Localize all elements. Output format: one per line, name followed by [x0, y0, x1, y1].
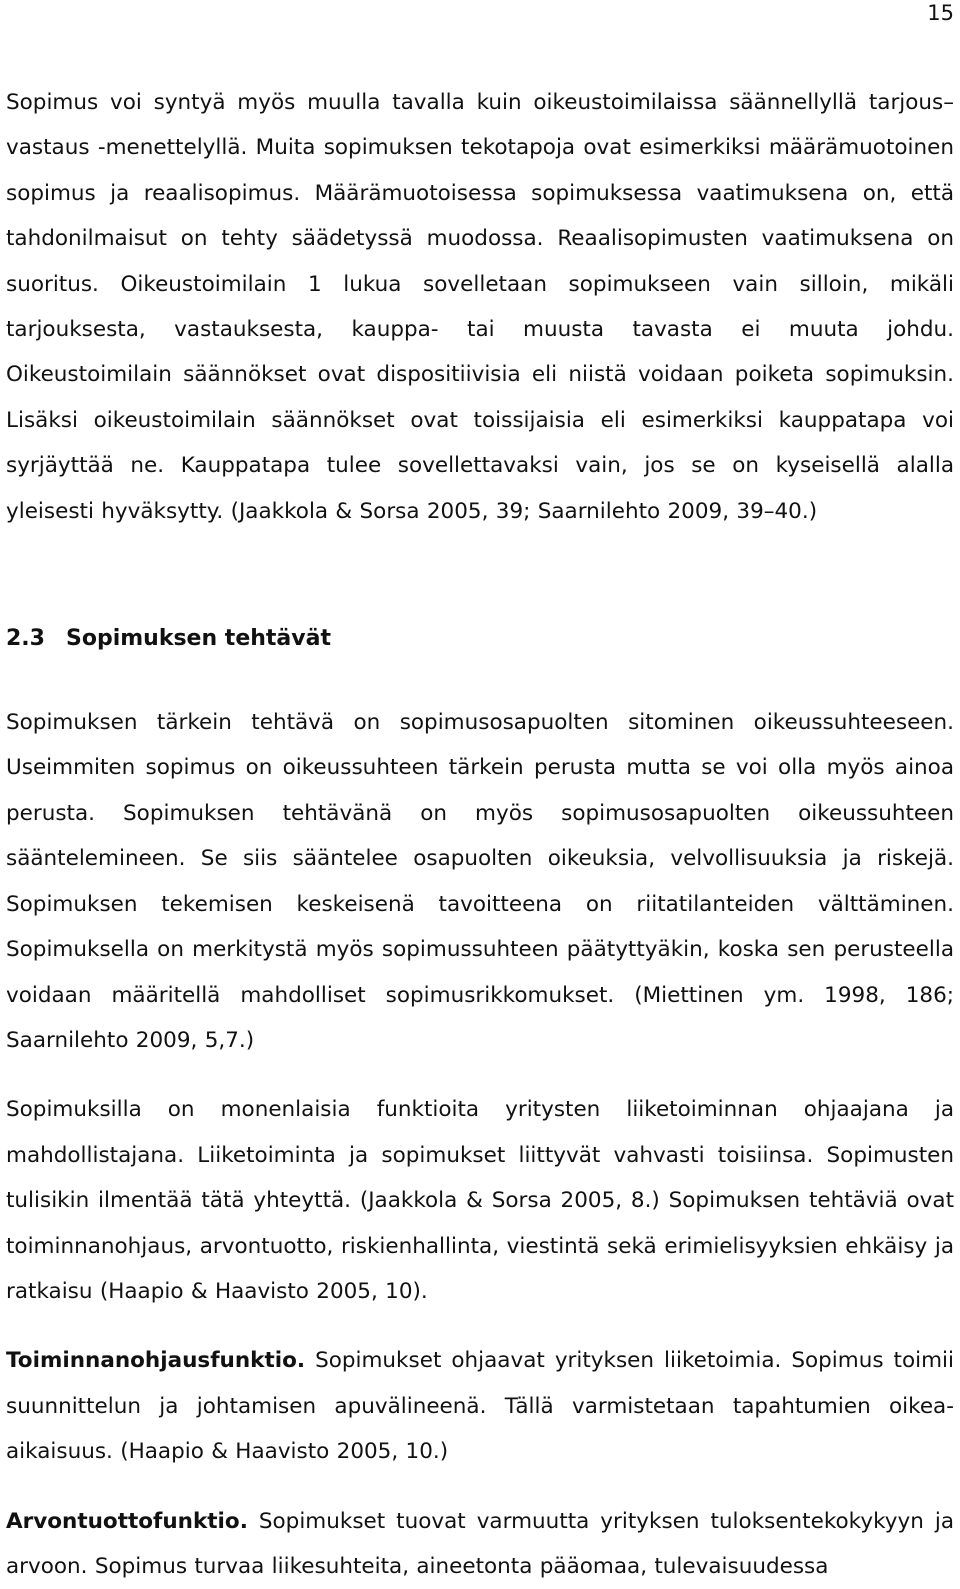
paragraph-contract-formation: Sopimus voi syntyä myös muulla tavalla kuin oikeustoimilaissa säännellyllä tarjous–vastaus -menettelyllä. Muita sopimuksen tekotapoja ovat esimerkiksi määrämuotoinen sopimus ja reaalisopimus. Määrämuotoisessa sopimuksessa vaatimuksena on, että tahdonilmaisut on tehty säädetyssä muodossa. Reaalisopimusten vaatimuksena on suoritus. Oikeustoimilain 1 lukua sovelletaan sopimukseen vain silloin, mikäli tarjouksesta, vastauksesta, kauppa- tai muusta tavasta ei muuta johdu. Oikeustoimilain säännökset ovat dispositiivisia eli niistä voidaan poiketa sopimuksin. Lisäksi oikeustoimilain säännökset ovat toissijaisia eli esimerkiksi kauppatapa voi syrjäyttää ne. Kauppatapa tulee sovellettavaksi vain, jos se on kyseisellä alalla yleisesti hyväksytty. (Jaakkola & Sorsa 2005, 39; Saarnilehto 2009, 39–40.) — [6, 90, 954, 524]
value-creation-text: Sopimukset tuovat varmuutta yrityksen tuloksentekokykyyn ja arvoon. Sopimus turvaa liikesuhteita, aineetonta pääomaa, tulevaisuudessa — [6, 1508, 954, 1579]
section-title: Sopimuksen tehtävät — [66, 626, 331, 652]
spacer — [6, 1475, 954, 1499]
paragraph-operations-control-function — [6, 1338, 954, 1474]
operations-control-text: Sopimukset ohjaavat yrityksen liiketoimia. Sopimus toimii suunnittelun ja johtamisen apuvälineenä. Tällä varmistetaan tapahtumien oikea-aikaisuus. (Haapio & Haavisto 2005, 10.) — [6, 1348, 954, 1465]
section-number: 2.3 — [6, 626, 45, 652]
paragraph-contract-purpose: Sopimuksen tärkein tehtävä on sopimusosapuolten sitominen oikeussuhteeseen. Useimmiten sopimus on oikeussuhteen tärkein perusta mutta se voi olla myös ainoa perusta. Sopimuksen tehtävänä on myös sopimusosapuolten oikeussuhteen sääntelemineen. Se siis sääntelee osapuolten oikeuksia, velvollisuuksia ja riskejä. Sopimuksen tekemisen keskeisenä tavoitteena on riitatilanteiden välttäminen. Sopimuksella on merkitystä myös sopimussuhteen päätyttyäkin, koska sen perusteella voidaan määritellä mahdolliset sopimusrikkomukset. (Miettinen ym. 1998, 186; Saarnilehto 2009, 5,7.) — [6, 710, 954, 1053]
spacer — [6, 534, 954, 616]
document-body — [6, 80, 954, 1589]
section-heading — [6, 616, 954, 661]
term-operations-control: Toiminnanohjausfunktio. — [6, 1348, 306, 1374]
page-number: 15 — [927, 1, 954, 25]
paragraph-value-creation-function — [6, 1499, 954, 1589]
spacer — [6, 661, 954, 700]
spacer — [6, 1314, 954, 1338]
term-value-creation: Arvontuottofunktio. — [6, 1508, 248, 1534]
spacer — [6, 1063, 954, 1087]
paragraph-contract-functions: Sopimuksilla on monenlaisia funktioita yritysten liiketoiminnan ohjaajana ja mahdollistajana. Liiketoiminta ja sopimukset liittyvät vahvasti toisiinsa. Sopimusten tulisikin ilmentää tätä yhteyttä. (Jaakkola & Sorsa 2005, 8.) Sopimuksen tehtäviä ovat toiminnanohjaus, arvontuotto, riskienhallinta, viestintä sekä erimielisyyksien ehkäisy ja ratkaisu (Haapio & Haavisto 2005, 10). — [6, 1097, 954, 1304]
